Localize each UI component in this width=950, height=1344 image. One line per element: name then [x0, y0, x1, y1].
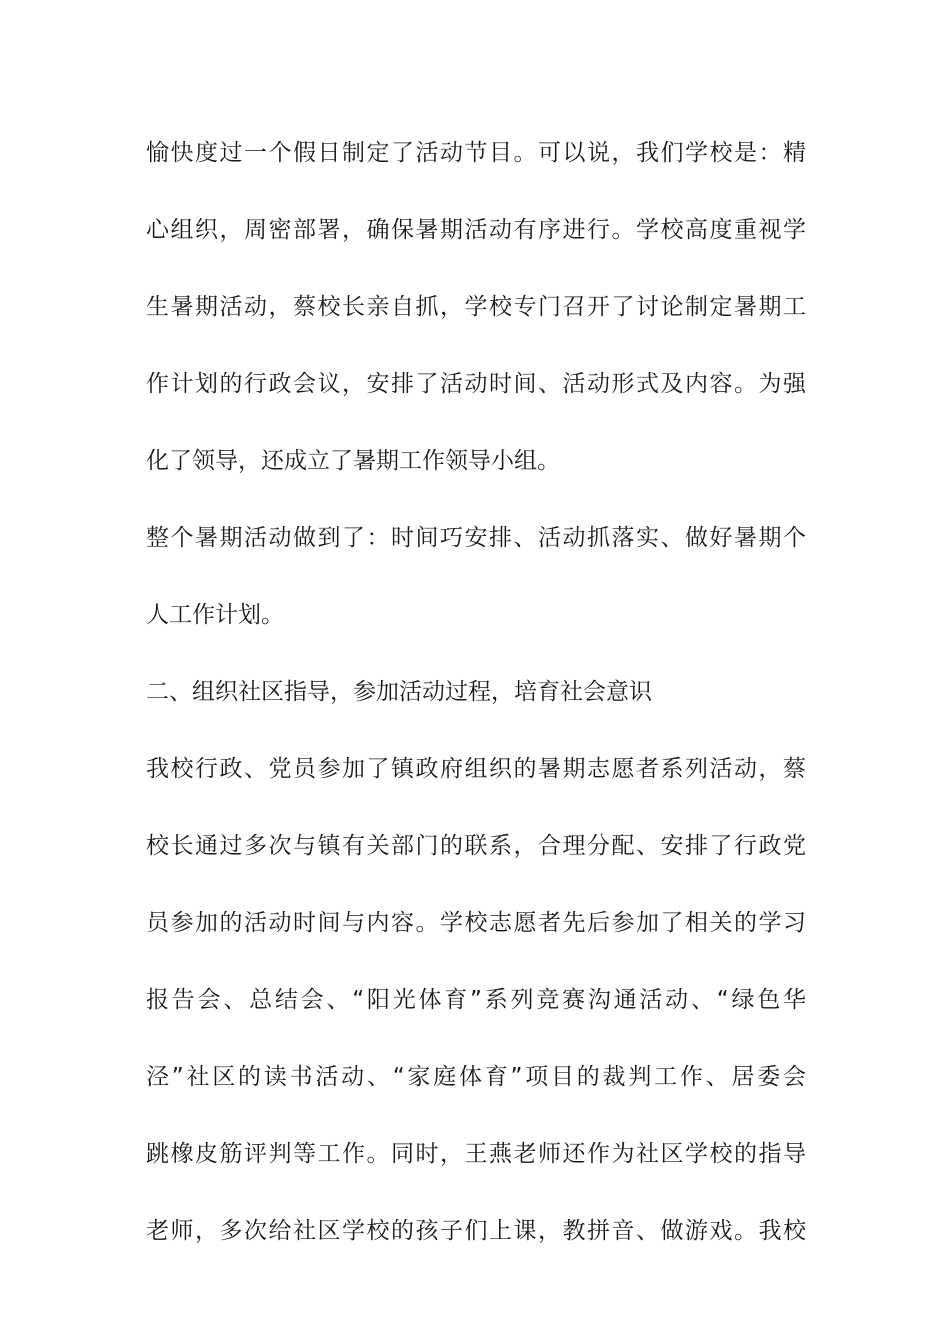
- text-line: 跳橡皮筋评判等工作。同时，王燕老师还作为社区学校的指导: [146, 1141, 806, 1167]
- text-line: 心组织，周密部署，确保暑期活动有序进行。学校高度重视学: [146, 217, 806, 243]
- text-line: 我校行政、党员参加了镇政府组织的暑期志愿者系列活动，蔡: [146, 756, 806, 782]
- text-line: 生暑期活动，蔡校长亲自抓，学校专门召开了讨论制定暑期工: [146, 294, 806, 320]
- text-line: 报告会、总结会、“阳光体育”系列竞赛沟通活动、“绿色华: [146, 987, 806, 1013]
- text-line: 泾”社区的读书活动、“家庭体育”项目的裁判工作、居委会: [146, 1064, 806, 1090]
- text-line: 校长通过多次与镇有关部门的联系，合理分配、安排了行政党: [146, 833, 806, 859]
- text-line: 老师，多次给社区学校的孩子们上课，教拼音、做游戏。我校: [146, 1218, 806, 1244]
- text-line: 员参加的活动时间与内容。学校志愿者先后参加了相关的学习: [146, 910, 806, 936]
- text-line: 作计划的行政会议，安排了活动时间、活动形式及内容。为强: [146, 371, 806, 397]
- text-line: 人工作计划。: [146, 602, 284, 628]
- text-line: 整个暑期活动做到了：时间巧安排、活动抓落实、做好暑期个: [146, 525, 806, 551]
- body-text: [146, 134, 806, 1289]
- text-line: 化了领导，还成立了暑期工作领导小组。: [146, 448, 560, 474]
- section-heading: 二、组织社区指导，参加活动过程，培育社会意识: [146, 679, 652, 705]
- text-line: 愉快度过一个假日制定了活动节目。可以说，我们学校是：精: [146, 140, 806, 166]
